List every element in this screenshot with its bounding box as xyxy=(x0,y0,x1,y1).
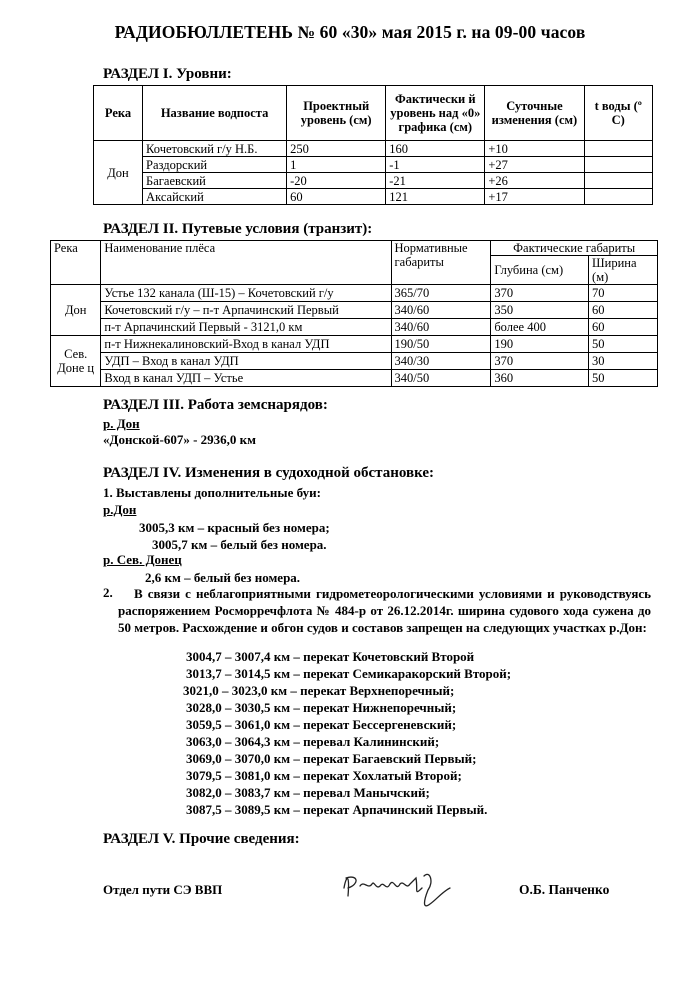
cell: п-т Арпачинский Первый - 3121,0 км xyxy=(101,319,391,336)
cell: более 400 xyxy=(491,319,589,336)
signature-image xyxy=(338,866,458,916)
restricted-section: 3028,0 – 3030,5 км – перекат Нижнепоречный; xyxy=(186,700,457,715)
cell: Аксайский xyxy=(143,189,287,205)
river2-label: р. Сев. Донец xyxy=(103,552,182,567)
item2-number: 2. xyxy=(103,585,113,600)
section3-river: р. Дон xyxy=(103,416,140,431)
cell: Кочетовский г/у – п-т Арпачинский Первый xyxy=(101,302,391,319)
item2-text: В связи с неблагоприятными гидрометеорологическими условиями и руководствуясь распоряжением Росморречфлота № 484-р от 26.12.2014г. ширина судового хода сужена до 50 метров. Расхождение и обгон судов и составов запрещен на следующих участках р.Дон: xyxy=(118,586,651,635)
restricted-section: 3082,0 – 3083,7 км – перевал Манычский; xyxy=(186,785,430,800)
cell: 340/60 xyxy=(391,319,491,336)
cell: 365/70 xyxy=(391,285,491,302)
cell: 60 xyxy=(589,302,658,319)
department-label: Отдел пути СЭ ВВП xyxy=(103,882,223,897)
cell: 30 xyxy=(589,353,658,370)
table-row xyxy=(94,189,653,205)
cell: 340/60 xyxy=(391,302,491,319)
cell: 350 xyxy=(491,302,589,319)
cell: 250 xyxy=(287,141,386,157)
cell: 60 xyxy=(589,319,658,336)
cell: 60 xyxy=(287,189,386,205)
cell: п-т Нижнекалиновский-Вход в канал УДП xyxy=(101,336,391,353)
levels-table xyxy=(93,85,653,205)
cell: +27 xyxy=(485,157,584,173)
section2-heading: РАЗДЕЛ II. Путевые условия (транзит): xyxy=(103,221,373,237)
cell: 340/30 xyxy=(391,353,491,370)
river-cell: Дон xyxy=(94,141,143,205)
col-daily-change: Суточные изменения (см) xyxy=(485,86,584,141)
river1-label: р.Дон xyxy=(103,502,137,517)
cell: +10 xyxy=(485,141,584,157)
table-row xyxy=(94,173,653,189)
cell: 1 xyxy=(287,157,386,173)
table-row xyxy=(51,319,658,336)
col-reach: Наименование плёса xyxy=(101,241,391,285)
river-cell: Сев. Доне ц xyxy=(51,336,101,387)
cell: 370 xyxy=(491,285,589,302)
cell: 121 xyxy=(386,189,485,205)
restricted-section: 3079,5 – 3081,0 км – перекат Хохлатый Второй; xyxy=(186,768,462,783)
cell xyxy=(584,173,653,189)
section3-heading: РАЗДЕЛ III. Работа земснарядов: xyxy=(103,397,328,413)
table-row xyxy=(51,302,658,319)
table-row xyxy=(51,285,658,302)
transit-table xyxy=(50,240,658,387)
restricted-section: 3069,0 – 3070,0 км – перекат Багаевский Первый; xyxy=(186,751,477,766)
bulletin-title: РАДИОБЮЛЛЕТЕНЬ № 60 «30» мая 2015 г. на 09-00 часов xyxy=(114,22,586,42)
cell: 190 xyxy=(491,336,589,353)
section1-heading: РАЗДЕЛ I. Уровни: xyxy=(103,66,232,82)
col-post-name: Название водпоста xyxy=(143,86,287,141)
table-row xyxy=(94,157,653,173)
cell: 370 xyxy=(491,353,589,370)
cell: Устье 132 канала (Ш-15) – Кочетовский г/у xyxy=(101,285,391,302)
col-actual: Фактические габариты xyxy=(491,241,658,256)
cell xyxy=(584,157,653,173)
col-project-level: Проектный уровень (см) xyxy=(287,86,386,141)
section5-heading: РАЗДЕЛ V. Прочие сведения: xyxy=(103,831,300,847)
cell: Вход в канал УДП – Устье xyxy=(101,370,391,387)
cell xyxy=(584,141,653,157)
col-normative: Нормативные габариты xyxy=(391,241,491,285)
cell: 50 xyxy=(589,370,658,387)
item1-title: 1. Выставлены дополнительные буи: xyxy=(103,485,321,500)
cell: Багаевский xyxy=(143,173,287,189)
dredger-info: «Донской-607» - 2936,0 км xyxy=(103,432,257,447)
restricted-section: 3021,0 – 3023,0 км – перекат Верхнепоречный; xyxy=(183,683,455,698)
cell: 190/50 xyxy=(391,336,491,353)
restricted-section: 3087,5 – 3089,5 км – перекат Арпачинский Первый. xyxy=(186,802,488,817)
cell: 70 xyxy=(589,285,658,302)
river-cell: Дон xyxy=(51,285,101,336)
col-actual-level: Фактически й уровень над «0» графика (см) xyxy=(386,86,485,141)
cell: 50 xyxy=(589,336,658,353)
section4-heading: РАЗДЕЛ IV. Изменения в судоходной обстановке: xyxy=(103,465,435,481)
cell: Кочетовский г/у Н.Б. xyxy=(143,141,287,157)
table-row xyxy=(51,370,658,387)
restricted-section: 3004,7 – 3007,4 км – перекат Кочетовский Второй xyxy=(186,649,475,664)
cell: -21 xyxy=(386,173,485,189)
buoy-item: 3005,7 км – белый без номера. xyxy=(152,537,327,552)
restricted-section: 3059,5 – 3061,0 км – перекат Бессергеневский; xyxy=(186,717,457,732)
table-row xyxy=(51,336,658,353)
table-row xyxy=(94,141,653,157)
buoy-item: 2,6 км – белый без номера. xyxy=(145,570,301,585)
restricted-section: 3063,0 – 3064,3 км – перевал Калининский; xyxy=(186,734,440,749)
col-river: Река xyxy=(94,86,143,141)
cell: +17 xyxy=(485,189,584,205)
cell: 340/50 xyxy=(391,370,491,387)
cell: -1 xyxy=(386,157,485,173)
cell: УДП – Вход в канал УДП xyxy=(101,353,391,370)
table-row xyxy=(51,353,658,370)
cell: Раздорский xyxy=(143,157,287,173)
cell xyxy=(584,189,653,205)
buoy-item: 3005,3 км – красный без номера; xyxy=(139,520,330,535)
cell: 360 xyxy=(491,370,589,387)
cell: -20 xyxy=(287,173,386,189)
col-width: Ширина (м) xyxy=(589,256,658,285)
col-river: Река xyxy=(51,241,101,285)
signer-name: О.Б. Панченко xyxy=(519,882,610,897)
cell: 160 xyxy=(386,141,485,157)
cell: +26 xyxy=(485,173,584,189)
col-water-temp: t воды (º С) xyxy=(584,86,653,141)
restricted-section: 3013,7 – 3014,5 км – перекат Семикаракорский Второй; xyxy=(186,666,512,681)
col-depth: Глубина (см) xyxy=(491,256,589,285)
